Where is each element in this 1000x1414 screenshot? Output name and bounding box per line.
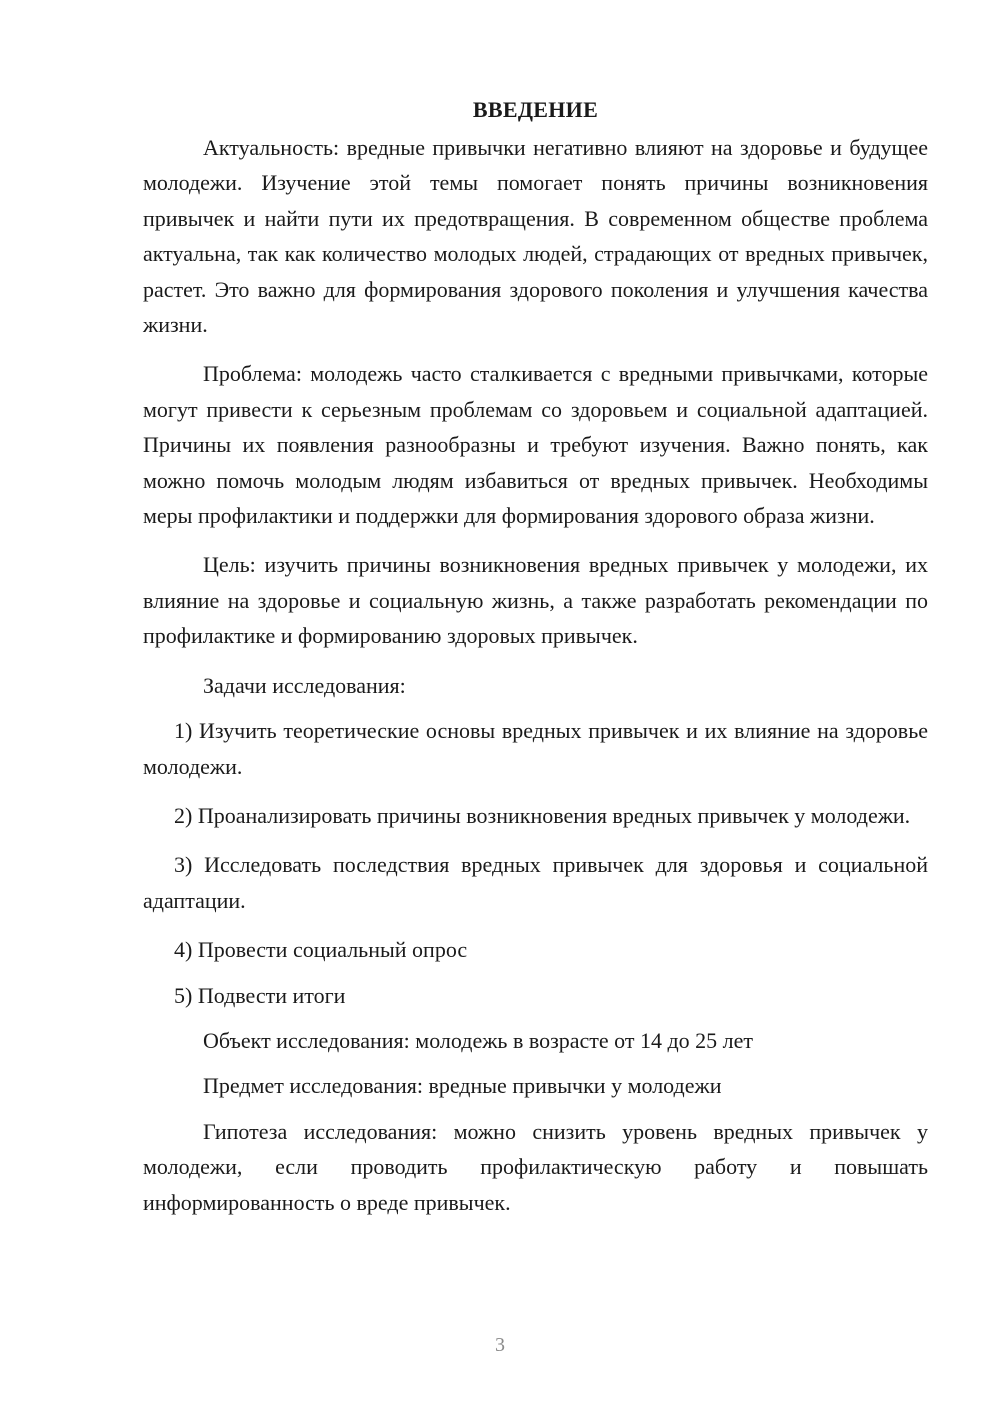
paragraph-relevance: Актуальность: вредные привычки негативно влияют на здоровье и будущее молодежи. Изучение этой темы помогает понять причины возникновения привычек и найти пути их предотвращения. В современном обществе проблема актуальна, так как количество молодых людей, страдающих от вредных привычек, растет. Это важно для формирования здорового поколения и улучшения качества жизни. xyxy=(143,135,928,338)
page-title: ВВЕДЕНИЕ xyxy=(472,97,599,122)
page-number: 3 xyxy=(495,1334,505,1356)
task-item: 2) Проанализировать причины возникновения вредных привычек у молодежи. xyxy=(174,802,911,828)
paragraph-hypothesis: Гипотеза исследования: можно снизить уровень вредных привычек у молодежи, если проводить профилактическую работу и повышать информированность о вреде привычек. xyxy=(143,1118,928,1215)
task-item: 4) Провести социальный опрос xyxy=(174,937,468,963)
paragraph-problem: Проблема: молодежь часто сталкивается с вредными привычками, которые могут привести к серьезным проблемам со здоровьем и социальной адаптацией. Причины их появления разнообразны и требуют изучения. Важно понять, как можно помочь молодым людям избавиться от вредных привычек. Необходимы меры профилактики и поддержки для формирования здорового образа жизни. xyxy=(143,361,928,529)
paragraph-object: Объект исследования: молодежь в возрасте от 14 до 25 лет xyxy=(203,1027,754,1053)
task-item: 3) Исследовать последствия вредных привычек для здоровья и социальной адаптации. xyxy=(143,852,928,913)
paragraph-subject: Предмет исследования: вредные привычки у молодежи xyxy=(203,1073,722,1099)
task-item: 1) Изучить теоретические основы вредных привычек и их влияние на здоровье молодежи. xyxy=(143,718,928,779)
paragraph-goal: Цель: изучить причины возникновения вредных привычек у молодежи, их влияние на здоровье и социальную жизнь, а также разработать рекомендации по профилактике и формированию здоровых привычек. xyxy=(143,552,928,649)
task-item: 5) Подвести итоги xyxy=(174,982,346,1008)
tasks-title: Задачи исследования: xyxy=(203,672,406,698)
document-page xyxy=(143,92,928,1234)
